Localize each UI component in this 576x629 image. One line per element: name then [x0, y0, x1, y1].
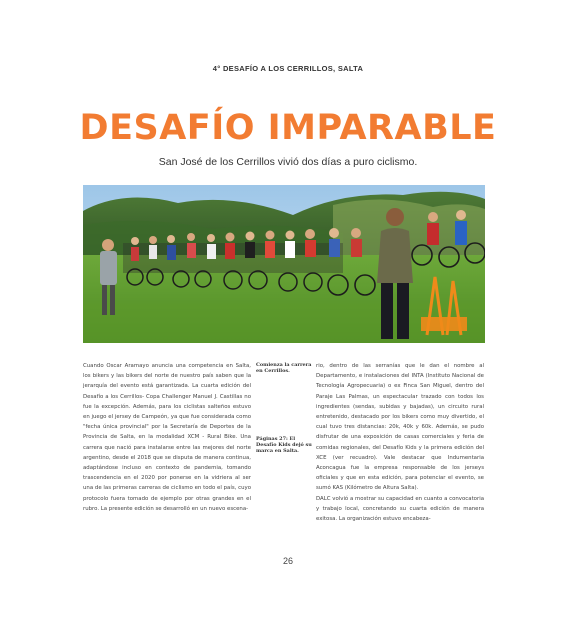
- article-subtitle: San José de los Cerrillos vivió dos días a puro ciclismo.: [158, 156, 418, 168]
- body-column-right: [316, 361, 484, 524]
- section-label: 4° DESAFÍO A LOS CERRILLOS, SALTA: [212, 64, 364, 73]
- body-paragraph: DALC volvió a mostrar su capacidad en cuanto a convocatoria y trabajo local, concretando su cuarta edición de manera exitosa. La organización estuvo encabeza-: [316, 495, 484, 523]
- body-paragraph: rio, dentro de las serranías que le dan el nombre al Departamento, e instalaciones del INTA (Instituto Nacional de Tecnología Agropecuaria) o ex Finca San Miguel, dentro del Paraje Las Palmas, un espectacular trazado con todos los ingredientes (sendas, subidas y bajadas), un circuito rural entretenido, destacado por los bikers como muy divertido, el cual tuvo tres distancias: 20k, 40k y 60k. Además, se pudo disfrutar de una exposición de casas comerciales y feria de comidas regionales, del Desafío Kids y la primera edición del XCE (ver recuadro). Vale destacar que Indumentaria Aconcagua fue la empresa responsable de los jerseys oficiales y que en esta edición, para potenciar el evento, se sumó KAS (Kilómetro de Altura Salta).: [316, 363, 484, 492]
- race-start-photo: [83, 185, 485, 343]
- page-number: 26: [282, 556, 293, 566]
- body-paragraph: Cuando Oscar Aramayo anuncia una competencia en Salta, los bikers y las bikers del norte de nuestro país saben que la jerarquía del evento está garantizada. La cuarta edición del Desafío a los Cerrillos- Copa Challenger Manuel J. Castillas no fue la excepción. Además, para los ciclistas salteños estuvo en juego el jersey de Campeón, ya que fue considerada como "fecha única provincial" por la Secretaría de Deportes de la Provincia de Salta, en la modalidad XCM - Rural Bike. Una carrera que nació para instalarse entre las mejores del norte argentino, desde el 2018 que se disputa de manera continua, adaptándose incluso en contexto de pandemia, tomando trascendencia en el 2020 por ponerse en la vidriera al ser una de las primeras carreras de ciclismo en todo el país, cuyo protocolo fuera tomado de ejemplo por otras grandes en el rubro. La presente edición se desarrolló en un nuevo escena-: [83, 363, 251, 512]
- body-column-left: [83, 361, 251, 514]
- article-title: DESAFÍO IMPARABLE: [79, 108, 497, 148]
- photo-caption-kids: Páginas 27: El Desafío Kids dejó su marca en Salta.: [256, 436, 312, 454]
- photo-caption-start: Comienza la carrera en Cerrillos.: [256, 362, 312, 374]
